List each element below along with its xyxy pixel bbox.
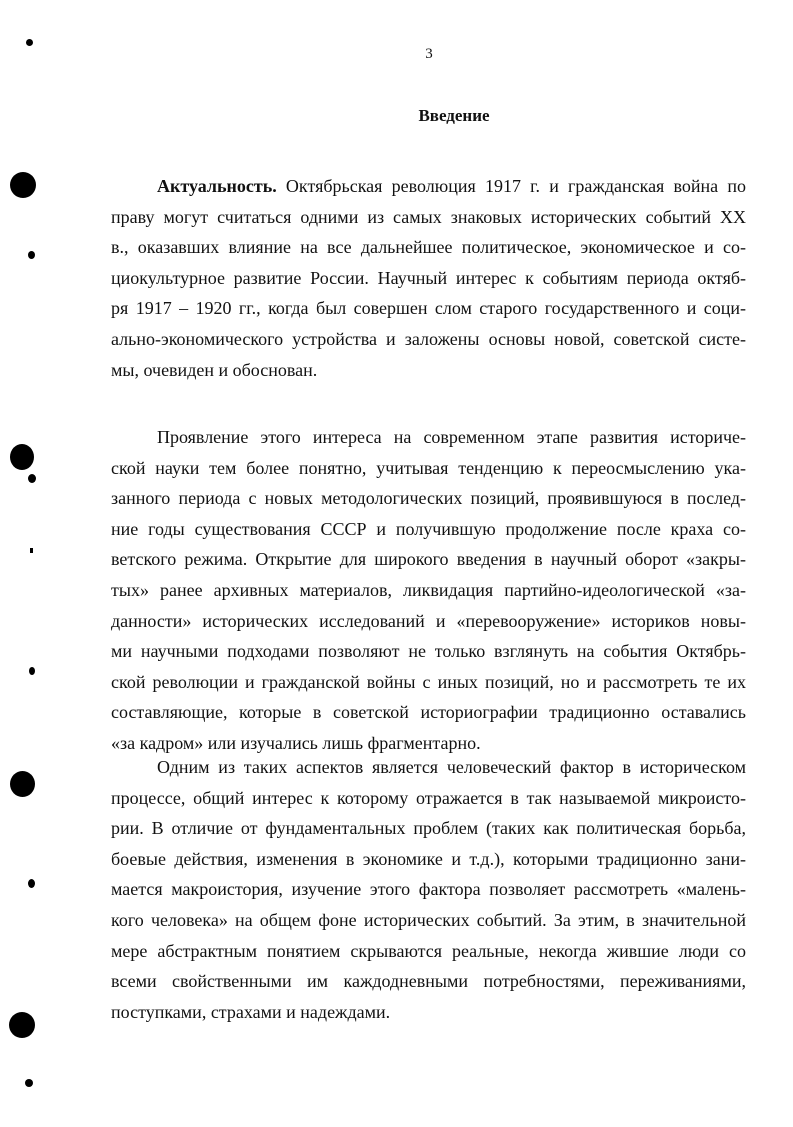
text-line: данности» исторических исследований и «перевооружение» историков новы- xyxy=(111,610,746,631)
paragraph-relevance xyxy=(111,171,746,385)
text-line: рии. В отличие от фундаментальных проблем (таких как политическая борьба, xyxy=(111,818,746,839)
text-line: циокультурное развитие России. Научный интерес к событиям периода октяб- xyxy=(111,267,746,288)
text-line: кого человека» на общем фоне исторических событий. За этим, в значительной xyxy=(111,909,746,930)
text-line: ря 1917 – 1920 гг., когда был совершен слом старого государственного и соци- xyxy=(111,298,746,319)
text-line: Актуальность. Октябрьская революция 1917 г. и гражданская война по xyxy=(157,176,746,196)
text-line: ской революции и гражданской войны с иных позиций, но и рассмотреть те их xyxy=(111,671,746,692)
text-line: праву могут считаться одними из самых знаковых исторических событий XX xyxy=(111,206,746,227)
paragraph-interest xyxy=(111,422,746,759)
text-line: «за кадром» или изучались лишь фрагментарно. xyxy=(111,732,481,753)
text-line: занного периода с новых методологических позиций, проявившуюся в послед- xyxy=(111,488,746,509)
binder-hole xyxy=(10,771,35,797)
page-title: Введение xyxy=(418,106,490,125)
scan-speck xyxy=(28,474,36,483)
binder-hole xyxy=(10,444,34,470)
binder-hole xyxy=(10,172,36,198)
scan-speck xyxy=(28,879,35,888)
scan-speck xyxy=(28,251,35,259)
text-line: составляющие, которые в советской историографии традиционно оставались xyxy=(111,702,746,723)
paragraph-human-factor xyxy=(111,752,746,1027)
scan-speck xyxy=(29,667,35,675)
text-line: ние годы существования СССР и получившую продолжение после краха со- xyxy=(111,518,746,539)
text-line: тых» ранее архивных материалов, ликвидация партийно-идеологической «за- xyxy=(111,579,746,600)
text-line: мается макроистория, изучение этого фактора позволяет рассмотреть «малень- xyxy=(111,879,746,900)
text-line: ально-экономического устройства и заложены основы новой, советской систе- xyxy=(111,328,746,349)
scan-speck xyxy=(30,548,33,553)
page-number: 3 xyxy=(425,46,433,62)
binder-hole xyxy=(9,1012,35,1038)
text-line: Одним из таких аспектов является человеческий фактор в историческом xyxy=(157,757,746,777)
text-line: всеми свойственными им каждодневными потребностями, переживаниями, xyxy=(111,971,746,992)
text-line: мы, очевиден и обоснован. xyxy=(111,359,318,380)
paragraph-lead: Актуальность. xyxy=(157,176,277,196)
text-line: в., оказавших влияние на все дальнейшее политическое, экономическое и со- xyxy=(111,237,746,258)
text-line: поступками, страхами и надеждами. xyxy=(111,1001,391,1022)
scan-speck xyxy=(25,1079,33,1087)
text-line: ми научными подходами позволяют не только взглянуть на события Октябрь- xyxy=(111,641,746,662)
scan-speck xyxy=(26,39,33,46)
text-line: Проявление этого интереса на современном этапе развития историче- xyxy=(157,427,746,447)
text-line: мере абстрактным понятием скрываются реальные, некогда жившие люди со xyxy=(111,940,746,961)
text-line: ветского режима. Открытие для широкого введения в научный оборот «закры- xyxy=(111,549,746,570)
text-line: ской науки тем более понятно, учитывая тенденцию к переосмыслению ука- xyxy=(111,457,746,478)
text-line: процессе, общий интерес к которому отражается в так называемой микроисто- xyxy=(111,787,746,808)
text-line: боевые действия, изменения в экономике и т.д.), которыми традиционно зани- xyxy=(111,848,746,869)
